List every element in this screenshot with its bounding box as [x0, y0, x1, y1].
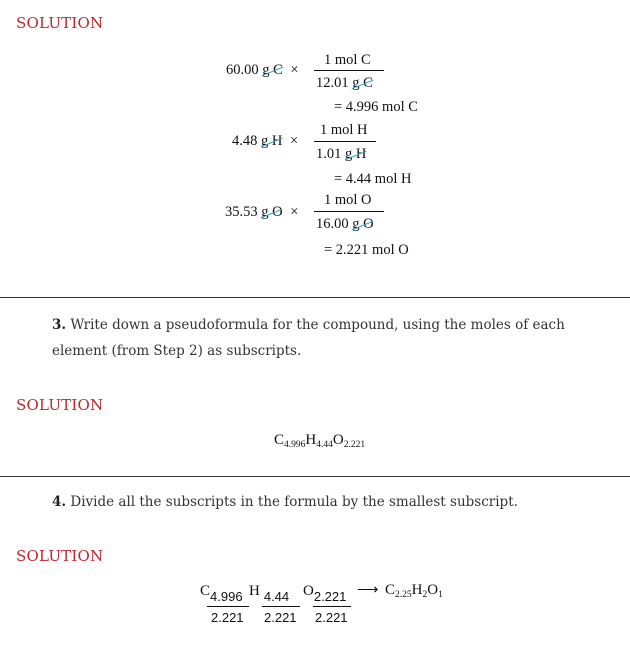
arrow-icon: ⟶	[357, 582, 379, 598]
term-h-numerator: H 4.44	[249, 583, 290, 604]
divider-1	[0, 297, 630, 298]
carbon-numerator: 1 mol C	[324, 52, 371, 68]
oxygen-result: = 2.221 mol O	[324, 242, 409, 258]
pseudoformula: $C_{4.996}H_{4.44}O_{2.221}$	[274, 432, 366, 450]
divider-2	[0, 476, 630, 477]
hydrogen-numerator: 1 mol H	[320, 122, 368, 138]
oxygen-fraction-bar	[314, 211, 384, 212]
solution-label-2: SOLUTION	[16, 396, 104, 414]
hydrogen-result: = 4.44 mol H	[334, 171, 412, 187]
hydrogen-mass: 4.48 g H ×	[232, 133, 299, 149]
carbon-fraction-bar	[314, 70, 384, 71]
step-3-instruction: 3. Write down a pseudoformula for the compound, using the moles of each element (from Step 2) as subscripts.	[52, 317, 565, 359]
step-4-instruction: 4. Divide all the subscripts in the formula by the smallest subscript.	[52, 494, 518, 510]
empirical-formula: $C_{2.25}H_2O_1$	[385, 582, 443, 600]
term-o-numerator: O2.221	[303, 583, 347, 604]
term-o-divisor: 2.221	[315, 610, 348, 625]
oxygen-mass: 35.53 g O ×	[225, 204, 299, 220]
term-c-bar	[207, 606, 249, 607]
term-h-bar	[262, 606, 300, 607]
term-o-bar	[313, 606, 351, 607]
carbon-mass: 60.00 g C ×	[226, 62, 299, 78]
solution-label-1: SOLUTION	[16, 14, 104, 32]
hydrogen-fraction-bar	[314, 141, 376, 142]
oxygen-numerator: 1 mol O	[324, 192, 372, 208]
oxygen-denominator: 16.00 g O	[316, 216, 374, 232]
hydrogen-denominator: 1.01 g H	[316, 146, 367, 162]
term-h-divisor: 2.221	[264, 610, 297, 625]
carbon-denominator: 12.01 g C	[316, 75, 373, 91]
carbon-result: = 4.996 mol C	[334, 99, 418, 115]
term-c-divisor: 2.221	[211, 610, 244, 625]
solution-label-3: SOLUTION	[16, 547, 104, 565]
term-c-numerator: C4.996	[200, 583, 243, 604]
